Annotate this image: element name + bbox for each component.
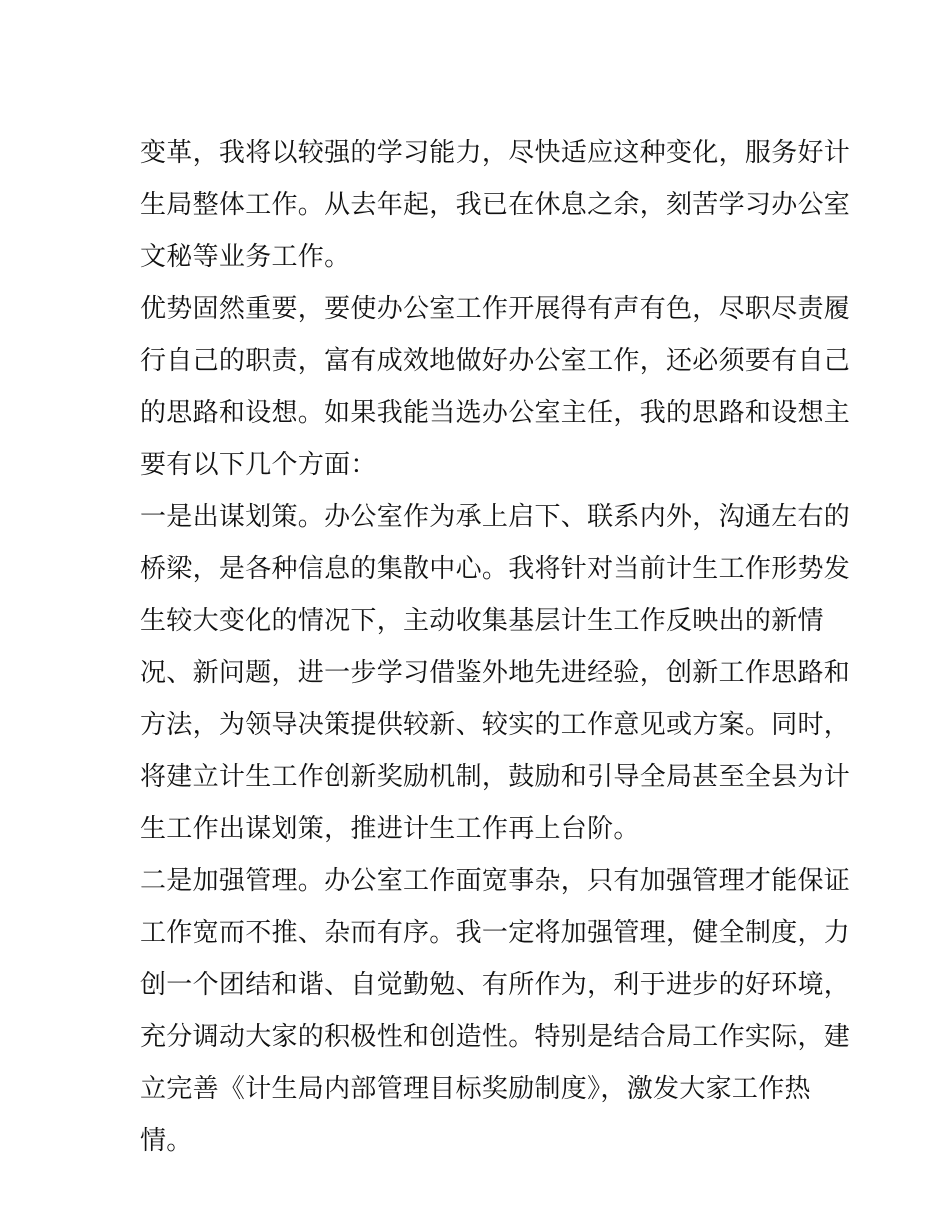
text-line: 情。 xyxy=(140,1126,193,1156)
paragraph-1 xyxy=(140,127,851,283)
paragraph-3 xyxy=(140,491,851,855)
text-line: 的思路和设想。如果我能当选办公室主任，我的思路和设想主 xyxy=(140,398,851,428)
text-line: 立完善《计生局内部管理目标奖励制度》，激发大家工作热 xyxy=(140,1074,811,1104)
text-line: 桥梁，是各种信息的集散中心。我将针对当前计生工作形势发 xyxy=(140,554,851,584)
text-line: 方法，为领导决策提供较新、较实的工作意见或方案。同时， xyxy=(140,710,851,740)
text-line: 二是加强管理。办公室工作面宽事杂，只有加强管理才能保证 xyxy=(140,866,851,896)
text-line: 创一个团结和谐、自觉勤勉、有所作为，利于进步的好环境， xyxy=(140,970,851,1000)
text-line: 将建立计生工作创新奖励机制，鼓励和引导全局甚至全县为计 xyxy=(140,762,851,792)
text-line: 变革，我将以较强的学习能力，尽快适应这种变化，服务好计 xyxy=(140,138,851,168)
text-line: 生较大变化的情况下，主动收集基层计生工作反映出的新情 xyxy=(140,606,824,636)
text-line: 文秘等业务工作。 xyxy=(140,242,351,272)
document-body xyxy=(140,127,851,1167)
text-line: 工作宽而不推、杂而有序。我一定将加强管理，健全制度，力 xyxy=(140,918,851,948)
paragraph-2 xyxy=(140,283,851,491)
text-line: 生工作出谋划策，推进计生工作再上台阶。 xyxy=(140,814,640,844)
paragraph-4 xyxy=(140,855,851,1167)
text-line: 优势固然重要，要使办公室工作开展得有声有色，尽职尽责履 xyxy=(140,294,851,324)
text-line: 况、新问题，进一步学习借鉴外地先进经验，创新工作思路和 xyxy=(140,658,851,688)
text-line: 充分调动大家的积极性和创造性。特别是结合局工作实际，建 xyxy=(140,1022,851,1052)
text-line: 生局整体工作。从去年起，我已在休息之余，刻苦学习办公室 xyxy=(140,190,851,220)
text-line: 要有以下几个方面： xyxy=(140,450,377,480)
text-line: 行自己的职责，富有成效地做好办公室工作，还必须要有自己 xyxy=(140,346,851,376)
text-line: 一是出谋划策。办公室作为承上启下、联系内外，沟通左右的 xyxy=(140,502,851,532)
